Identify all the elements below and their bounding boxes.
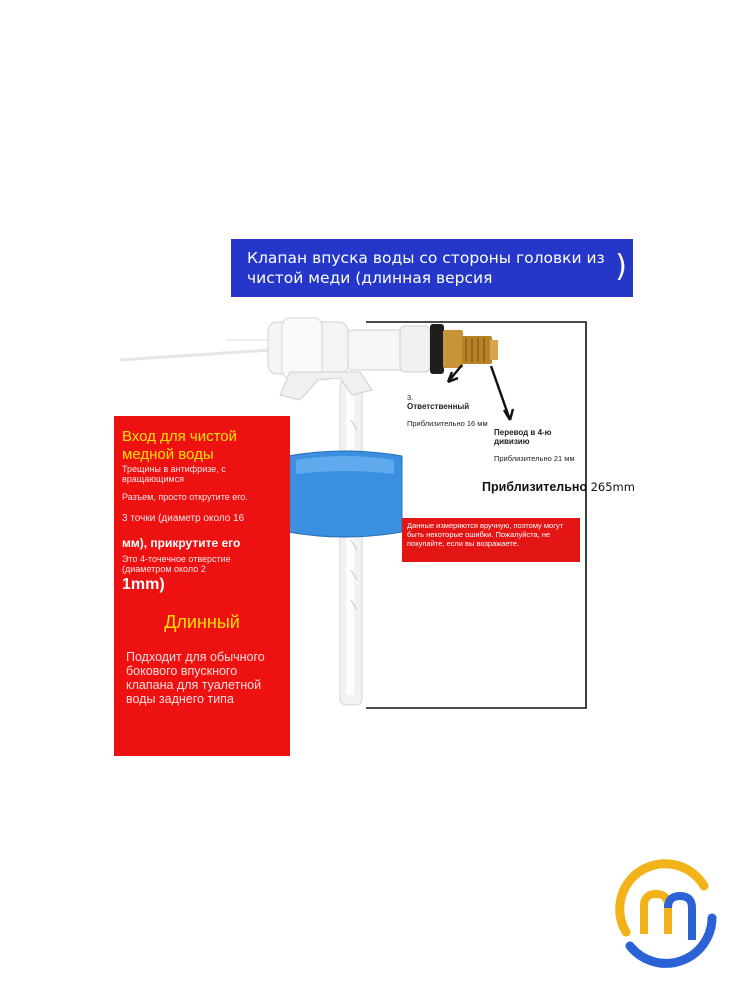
banner-paren: ) (615, 249, 627, 284)
panel-note-4: мм), прикрутите его (122, 536, 241, 550)
panel-note-1: Трещины в антифризе, с вращающимся (122, 464, 226, 484)
blue-float (288, 451, 402, 537)
panel-description: Подходит для обычного бокового впускного клапана для туалетной воды заднего типа (126, 650, 265, 706)
panel-title-1: Вход для чистой (122, 428, 238, 445)
point3-block (407, 393, 497, 428)
point3-name: Ответственный (407, 402, 470, 411)
point3-size: Приблизительно 16 мм (407, 419, 488, 428)
point4-block (494, 428, 578, 463)
point4-size: Приблизительно 21 мм (494, 454, 575, 463)
banner-line-2: чистой меди (длинная версия (247, 269, 493, 287)
total-length-word: Приблизительно (482, 480, 588, 494)
point4-name: Перевод в 4-ю дивизию (494, 428, 552, 446)
panel-note-2: Разъем, просто открутите его. (122, 492, 248, 502)
point3-label: 3. (407, 393, 414, 402)
banner-line-1: Клапан впуска воды со стороны головки из (247, 249, 605, 267)
panel-note-5: Это 4-точечное отверстие (диаметром около 2 (122, 554, 231, 574)
brass-fitting (430, 324, 498, 374)
brand-logo-icon (608, 856, 724, 972)
panel-long-label: Длинный (164, 612, 240, 632)
panel-note-6: 1mm) (122, 576, 165, 593)
panel-title-2: медной воды (122, 446, 214, 463)
total-length-label (482, 480, 635, 494)
panel-note-3: 3 точки (диаметр около 16 (122, 513, 245, 524)
valve-head (268, 318, 430, 400)
valve-shaft (340, 380, 362, 705)
total-length-value: 265mm (590, 480, 635, 494)
info-panel (114, 416, 290, 756)
measurement-warning: Данные измеряются вручную, поэтому могут быть некоторые ошибки. Пожалуйста, не покупайте, если вы возражаете. (402, 518, 580, 562)
